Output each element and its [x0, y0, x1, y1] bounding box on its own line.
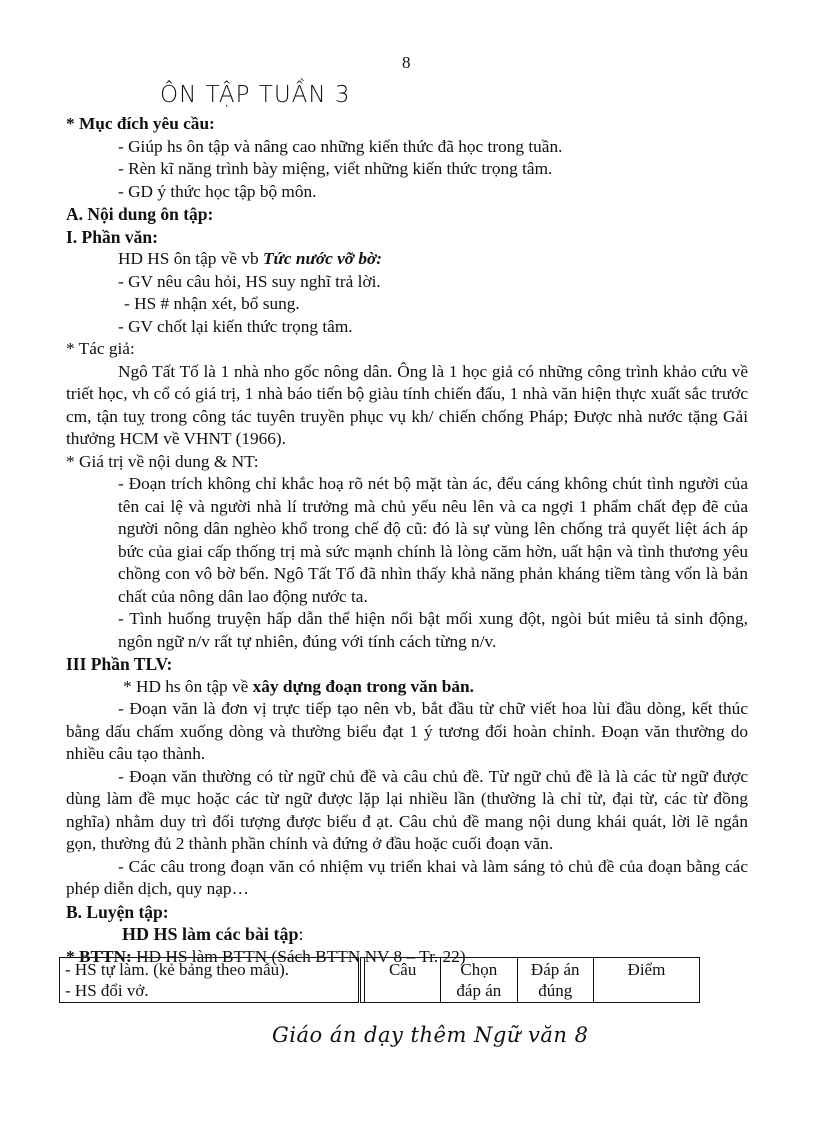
page-footer: Giáo án dạy thêm Ngữ văn 8 — [272, 1023, 589, 1047]
table-instruction-line: - HS đổi vở. — [65, 981, 149, 1000]
table-instruction-line: - HS tự làm. (kẻ bảng theo mẫu). — [65, 960, 290, 979]
answer-table — [59, 957, 700, 1003]
table-header-cell: Điểm — [593, 958, 699, 1003]
value-paragraph: - Đoạn trích không chỉ khắc hoạ rõ nét bộ mặt tàn ác, đểu cáng không chút tình người của tên cai lệ và người nhà lí trưởng mà chủ yếu nêu lên và ca ngợi 1 phẩm chất đẹp đẽ của người nông dân nghèo khổ trong chế độ cũ: đó là sự vùng lên chống trả quyết liệt ách áp bức của giai cấp thống trị mà sức mạnh chính là lòng căm hờn, uất hận và tình thương yêu chồng con vô bờ bến. Ngô Tất Tố đã nhìn thấy khả năng phản kháng tiềm tàng vốn là bản chất của nông dân lao động nước ta. — [118, 474, 748, 606]
part1-heading: I. Phần văn: — [66, 226, 158, 247]
part3-paragraph: - Đoạn văn thường có từ ngữ chủ đề và câu chủ đề. Từ ngữ chủ đề là là các từ ngữ được dùng làm đề mục hoặc các từ ngữ được lặp lại nhiều lần (thường là chỉ từ, đại từ, các từ đồng nghĩa) nhằm duy trì đối tượng được biểu đ ạt. Câu chủ đề mang nội dung khái quát, lời lẽ ngắn gọn, thường đủ 2 thành phần chính và đứng ở đầu hoặc cuối đoạn văn. — [66, 766, 748, 853]
part1-item: - GV nêu câu hỏi, HS suy nghĩ trả lời. — [118, 271, 381, 291]
part1-intro — [66, 248, 748, 271]
value-paragraph: - Tình huống truyện hấp dẫn thể hiện nổi bật mối xung đột, ngòi bút miêu tả sinh động, ngôn ngữ n/v rất tự nhiên, đúng với tính cách từng n/v. — [118, 609, 748, 651]
author-heading: * Tác giả: — [66, 339, 135, 358]
part1-item-text: HS # nhận xét, bổ sung. — [129, 294, 300, 313]
table-instructions — [60, 958, 360, 1003]
exercise-instruction — [66, 923, 748, 946]
bttn-text: HD HS làm BTTN (Sách BTTN NV 8 – Tr. 22) — [131, 946, 466, 966]
document-body — [66, 113, 748, 968]
part3-heading: III Phần TLV: — [66, 654, 173, 674]
purpose-item: - Giúp hs ôn tập và nâng cao những kiến thức đã học trong tuần. — [118, 136, 563, 156]
table-header-cell: Đáp án đúng — [517, 958, 593, 1003]
table-header-cell: Câu — [365, 958, 441, 1003]
purpose-item: - GD ý thức học tập bộ môn. — [118, 181, 317, 201]
work-title: Tức nước vỡ bờ: — [262, 249, 383, 268]
bttn-label: * BTTN: — [66, 946, 132, 966]
part1-intro-text: HD HS ôn tập về vb — [118, 249, 263, 268]
page-title: ÔN TẬP TUẦN 3 — [160, 82, 351, 108]
purpose-heading: * Mục đích yêu cầu: — [66, 114, 215, 133]
value-heading: * Giá trị về nội dung & NT: — [66, 451, 259, 471]
part3-paragraph: - Các câu trong đoạn văn có nhiệm vụ triển khai và làm sáng tỏ chủ đề của đoạn bằng các phép diễn dịch, quy nạp… — [66, 856, 748, 898]
purpose-item: - Rèn kĩ năng trình bày miệng, viết những kiến thức trọng tâm. — [118, 159, 553, 178]
exercise-colon: : — [298, 924, 304, 944]
section-b-heading: B. Luyện tập: — [66, 901, 169, 922]
part1-item: - HS # nhận xét, bổ sung. — [124, 294, 300, 313]
table-header-cell: Chọn đáp án — [441, 958, 518, 1003]
page-number: 8 — [402, 53, 411, 72]
part1-item: - GV chốt lại kiến thức trọng tâm. — [118, 316, 353, 336]
part3-intro-text: * HD hs ôn tập về — [123, 676, 253, 696]
part3-topic: xây dựng đoạn trong văn bản. — [252, 676, 474, 696]
exercise-instruction-text: HD HS làm các bài tập — [122, 924, 299, 944]
part3-intro — [66, 676, 748, 699]
part3-paragraph: - Đoạn văn là đơn vị trực tiếp tạo nên vb, bắt đầu từ chữ viết hoa lùi đầu dòng, kết thúc bằng dấu chấm xuống dòng và thường biểu đạt 1 ý tương đối hoàn chỉnh. Đoạn văn thường do nhiều câu tạo thành. — [66, 699, 748, 763]
section-a-heading: A. Nội dung ôn tập: — [66, 204, 214, 224]
author-paragraph: Ngô Tất Tố là 1 nhà nho gốc nông dân. Ông là 1 học giả có những công trình khảo cứu về triết học, vh cổ có giá trị, 1 nhà báo tiến bộ giàu tính chiến đấu, 1 nhà văn hiện thực xuất sắc trước cm, tận tuỵ trong công tác tuyên truyền phục vụ kh/ chiến chống Pháp; Được nhà nước tặng Gải thưởng HCM về VHNT (1966). — [66, 361, 748, 448]
